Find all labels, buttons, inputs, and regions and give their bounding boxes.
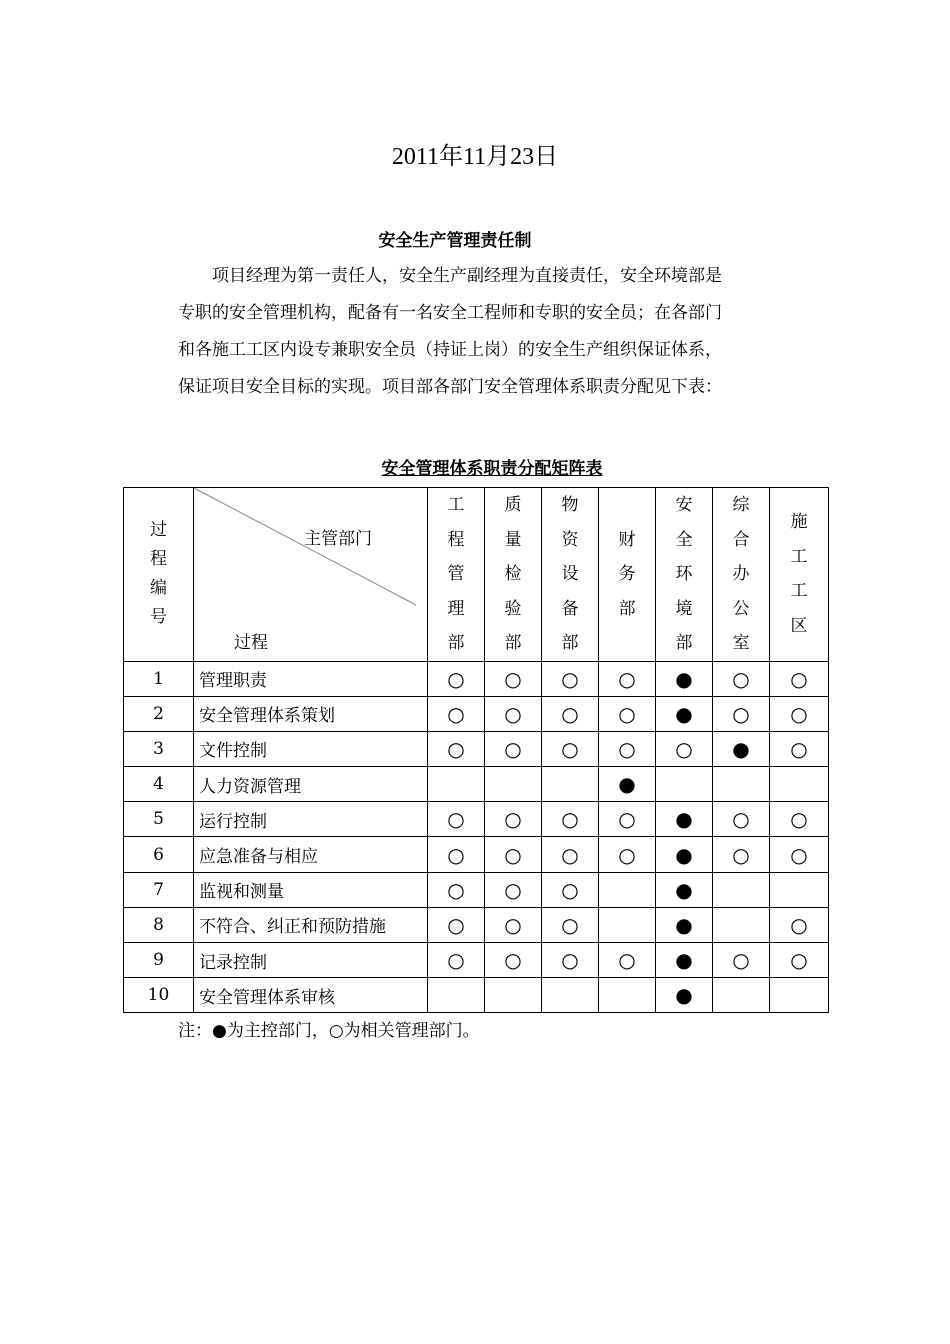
header-char: 量 — [504, 529, 522, 550]
header-char: 备 — [561, 598, 579, 619]
header-char: 过 — [150, 520, 167, 541]
paragraph-line: 项目经理为第一责任人，安全生产副经理为直接责任，安全环境部是 — [178, 266, 722, 286]
header-char: 理 — [447, 598, 465, 619]
process-number: 10 — [124, 978, 194, 1013]
paragraph-line: 和各施工工区内设专兼职安全员（持证上岗）的安全生产组织保证体系， — [178, 340, 722, 360]
header-char: 部 — [618, 598, 636, 619]
header-char: 安 — [675, 495, 693, 515]
responsibility-mark — [713, 907, 770, 942]
responsibility-mark: ○ — [713, 837, 770, 872]
process-number: 3 — [124, 731, 194, 766]
responsibility-mark: ○ — [656, 731, 713, 766]
header-char: 全 — [675, 529, 693, 550]
table-row — [124, 696, 829, 731]
responsibility-mark — [599, 907, 656, 942]
responsibility-matrix-table — [123, 487, 829, 1013]
process-name: 不符合、纠正和预防措施 — [194, 907, 428, 942]
process-name: 管理职责 — [194, 661, 428, 696]
dept-header-quality — [485, 488, 542, 662]
header-char: 验 — [504, 598, 522, 619]
header-char: 部 — [561, 633, 579, 653]
process-number: 5 — [124, 802, 194, 837]
responsibility-mark: ○ — [542, 872, 599, 907]
responsibility-mark — [542, 978, 599, 1013]
responsibility-mark: ○ — [542, 731, 599, 766]
responsibility-mark: ○ — [770, 696, 829, 731]
responsibility-mark: ○ — [770, 837, 829, 872]
header-char: 合 — [732, 529, 750, 550]
process-name: 人力资源管理 — [194, 767, 428, 802]
intro-paragraph — [178, 258, 808, 406]
header-char: 管 — [447, 564, 465, 584]
process-name: 文件控制 — [194, 731, 428, 766]
table-row — [124, 978, 829, 1013]
responsibility-mark: ○ — [428, 943, 485, 978]
paragraph-line: 专职的安全管理机构，配备有一名安全工程师和专职的安全员；在各部门 — [178, 303, 722, 323]
process-name: 安全管理体系策划 — [194, 696, 428, 731]
responsibility-mark — [770, 767, 829, 802]
dept-header-safety-environment — [656, 488, 713, 662]
header-char: 境 — [675, 598, 693, 619]
responsibility-mark: ○ — [599, 802, 656, 837]
table-row — [124, 731, 829, 766]
responsibility-mark: ○ — [542, 661, 599, 696]
responsibility-mark: ○ — [713, 802, 770, 837]
responsibility-mark: ● — [656, 872, 713, 907]
process-name: 记录控制 — [194, 943, 428, 978]
responsibility-mark — [656, 767, 713, 802]
responsibility-mark: ○ — [542, 907, 599, 942]
header-char: 部 — [675, 633, 693, 653]
dept-header-materials — [542, 488, 599, 662]
process-number-header — [124, 488, 194, 662]
responsibility-mark — [599, 978, 656, 1013]
responsibility-mark: ○ — [485, 696, 542, 731]
table-row — [124, 837, 829, 872]
section-title: 安全生产管理责任制 — [378, 231, 532, 251]
header-char: 环 — [675, 564, 693, 584]
process-axis-label: 过程 — [234, 633, 268, 653]
table-row — [124, 661, 829, 696]
process-number: 1 — [124, 661, 194, 696]
table-row — [124, 943, 829, 978]
responsibility-mark: ○ — [485, 661, 542, 696]
responsibility-mark: ○ — [542, 943, 599, 978]
header-char: 程 — [150, 549, 167, 570]
header-char: 公 — [732, 598, 750, 619]
responsibility-mark — [770, 872, 829, 907]
table-body — [124, 661, 829, 1013]
process-name: 运行控制 — [194, 802, 428, 837]
responsibility-mark: ○ — [542, 802, 599, 837]
responsibility-mark: ○ — [485, 907, 542, 942]
responsibility-mark: ○ — [485, 837, 542, 872]
responsibility-mark: ● — [599, 767, 656, 802]
responsibility-mark: ○ — [770, 731, 829, 766]
process-number: 6 — [124, 837, 194, 872]
responsibility-mark — [485, 767, 542, 802]
responsibility-mark: ● — [656, 837, 713, 872]
responsibility-mark: ○ — [428, 907, 485, 942]
header-char: 质 — [504, 495, 522, 515]
responsibility-mark: ○ — [599, 661, 656, 696]
responsibility-mark: ○ — [713, 943, 770, 978]
responsibility-mark: ○ — [770, 802, 829, 837]
responsibility-mark: ○ — [599, 837, 656, 872]
responsibility-mark: ○ — [770, 943, 829, 978]
paragraph-line: 保证项目安全目标的实现。项目部各部门安全管理体系职责分配见下表： — [178, 377, 722, 397]
table-title: 安全管理体系职责分配矩阵表 — [381, 459, 603, 479]
diagonal-header-cell — [194, 488, 428, 662]
responsibility-mark: ● — [656, 907, 713, 942]
dept-header-finance — [599, 488, 656, 662]
responsibility-mark: ○ — [428, 661, 485, 696]
header-char: 务 — [618, 564, 636, 584]
table-row — [124, 767, 829, 802]
table-header-row — [124, 488, 829, 662]
responsibility-mark: ● — [656, 943, 713, 978]
header-char: 办 — [732, 564, 750, 584]
process-name: 监视和测量 — [194, 872, 428, 907]
table-row — [124, 907, 829, 942]
responsibility-mark: ○ — [713, 661, 770, 696]
responsibility-mark — [542, 767, 599, 802]
header-char: 财 — [618, 529, 636, 550]
header-char: 程 — [447, 529, 465, 550]
header-char: 物 — [561, 495, 579, 515]
responsibility-mark: ○ — [428, 696, 485, 731]
responsibility-mark — [713, 767, 770, 802]
responsibility-mark: ○ — [428, 802, 485, 837]
responsibility-mark: ○ — [599, 943, 656, 978]
header-char: 资 — [561, 529, 579, 550]
responsibility-mark: ○ — [485, 872, 542, 907]
responsibility-mark: ● — [656, 978, 713, 1013]
responsibility-mark: ○ — [599, 731, 656, 766]
responsibility-mark — [713, 978, 770, 1013]
dept-header-engineering — [428, 488, 485, 662]
responsibility-mark — [713, 872, 770, 907]
header-char: 室 — [732, 633, 750, 653]
responsibility-mark: ○ — [770, 661, 829, 696]
process-number: 2 — [124, 696, 194, 731]
responsibility-mark: ● — [656, 696, 713, 731]
responsibility-mark: ○ — [542, 696, 599, 731]
header-char: 部 — [447, 633, 465, 653]
responsibility-mark — [599, 872, 656, 907]
responsibility-mark: ○ — [770, 907, 829, 942]
header-char: 工 — [447, 495, 465, 515]
responsibility-mark: ○ — [713, 696, 770, 731]
process-number: 7 — [124, 872, 194, 907]
responsibility-mark — [770, 978, 829, 1013]
responsibility-mark: ○ — [542, 837, 599, 872]
header-char: 综 — [732, 495, 750, 515]
header-char: 工 — [790, 581, 808, 602]
process-number: 9 — [124, 943, 194, 978]
header-char: 检 — [504, 564, 522, 584]
responsibility-mark — [428, 767, 485, 802]
header-char: 编 — [150, 578, 167, 599]
document-date: 2011年11月23日 — [391, 144, 559, 170]
header-char: 工 — [790, 546, 808, 567]
process-number: 8 — [124, 907, 194, 942]
responsibility-mark: ○ — [428, 731, 485, 766]
table-row — [124, 872, 829, 907]
header-char: 部 — [504, 633, 522, 653]
responsibility-mark: ○ — [428, 872, 485, 907]
header-char: 设 — [561, 564, 579, 584]
responsibility-mark: ● — [656, 802, 713, 837]
diagonal-line — [194, 488, 428, 659]
process-number: 4 — [124, 767, 194, 802]
dept-header-construction-area — [770, 488, 829, 662]
process-name: 安全管理体系审核 — [194, 978, 428, 1013]
header-char: 区 — [790, 615, 808, 636]
responsibility-mark — [428, 978, 485, 1013]
responsibility-mark: ○ — [485, 943, 542, 978]
header-char: 号 — [150, 607, 167, 628]
process-name: 应急准备与相应 — [194, 837, 428, 872]
responsibility-mark: ● — [713, 731, 770, 766]
responsibility-mark: ○ — [428, 837, 485, 872]
responsibility-mark — [485, 978, 542, 1013]
responsibility-mark: ● — [656, 661, 713, 696]
legend-note: 注：●为主控部门，○为相关管理部门。 — [178, 1021, 480, 1041]
department-axis-label: 主管部门 — [304, 529, 372, 549]
dept-header-general-office — [713, 488, 770, 662]
table-row — [124, 802, 829, 837]
responsibility-mark: ○ — [485, 802, 542, 837]
header-char: 施 — [790, 512, 808, 533]
responsibility-mark: ○ — [599, 696, 656, 731]
responsibility-mark: ○ — [485, 731, 542, 766]
